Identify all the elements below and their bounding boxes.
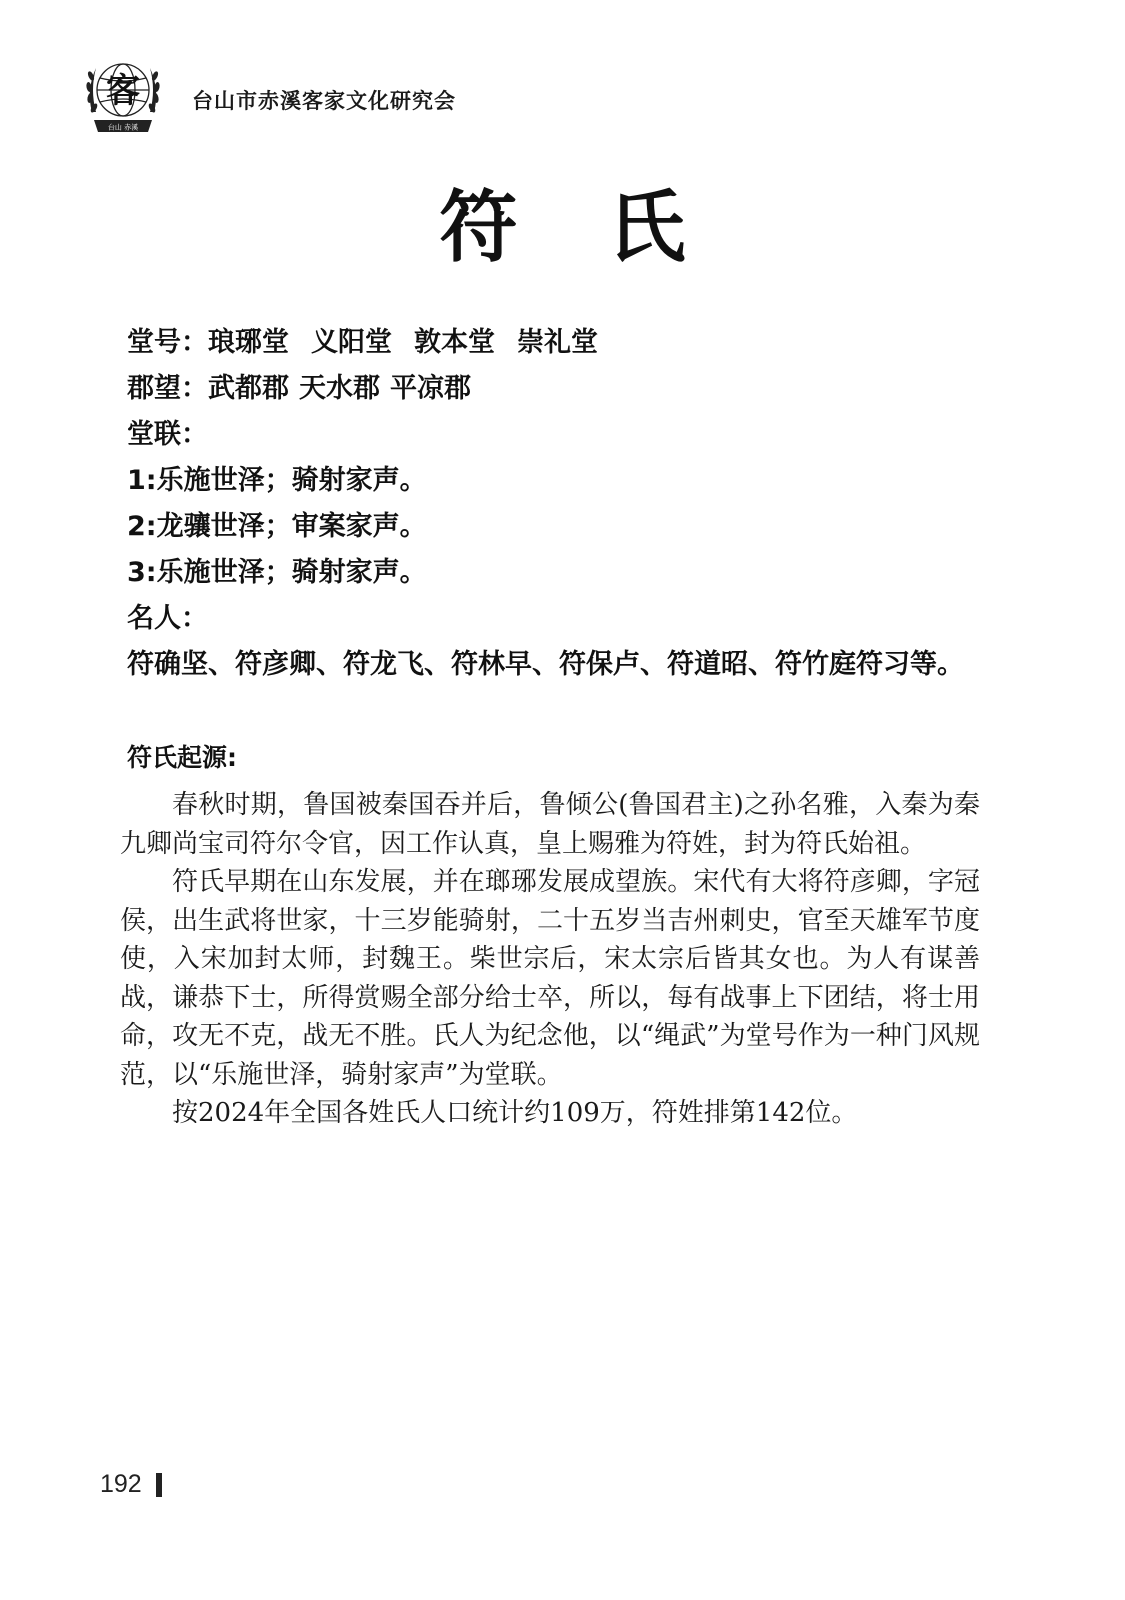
association-logo <box>84 54 162 136</box>
couplet-item: 2:龙骧世泽；审案家声。 <box>127 511 427 542</box>
logo-character: 客 <box>106 71 140 111</box>
couplet-item: 3:乐施世泽；骑射家声。 <box>127 557 427 588</box>
logo-ribbon-text: 台山 赤溪 <box>107 123 139 132</box>
surname-info <box>127 320 987 688</box>
page-header <box>84 52 456 138</box>
commandery-row <box>127 366 987 412</box>
organization-name: 台山市赤溪客家文化研究会 <box>192 88 456 113</box>
origin-paragraph: 符氏早期在山东发展，并在瑯琊发展成望族。宋代有大将符彦卿，字冠侯，出生武将世家，十三岁能骑射，二十五岁当吉州刺史，官至天雄军节度使，入宋加封太师，封魏王。柴世宗后，宋太宗后皆其女也。为人有谋善战，谦恭下士，所得赏赐全部分给士卒，所以，每有战事上下团结，将士用命，攻无不克，战无不胜。氏人为纪念他，以“绳武”为堂号作为一种门风规范，以“乐施世泽，骑射家声”为堂联。 <box>120 867 980 1090</box>
hall-name: 敦本堂 <box>414 327 495 358</box>
famous-people-list: 符确坚、符彦卿、符龙飞、符林早、符保卢、符道昭、符竹庭符习等。 <box>127 649 964 680</box>
origin-paragraph: 春秋时期，鲁国被秦国吞并后，鲁倾公(鲁国君主)之孙名雅，入秦为秦九卿尚宝司符尔令官，因工作认真，皇上赐雅为符姓，封为符氏始祖。 <box>120 790 980 859</box>
commandery-name: 平凉郡 <box>390 373 471 404</box>
hall-name: 义阳堂 <box>311 327 392 358</box>
commandery-label: 郡望： <box>127 373 208 404</box>
hall-name: 崇礼堂 <box>517 327 598 358</box>
origin-paragraph: 按2024年全国各姓氏人口统计约109万，符姓排第142位。 <box>172 1098 858 1128</box>
hall-name-label: 堂号： <box>127 327 208 358</box>
page-number: 192 <box>100 1470 142 1498</box>
couplet-item: 1:乐施世泽；骑射家声。 <box>127 465 427 496</box>
origin-heading: 符氏起源: <box>127 743 237 772</box>
page-number-bar <box>156 1473 162 1497</box>
hall-name: 琅琊堂 <box>208 327 289 358</box>
commandery-name: 武都郡 <box>208 373 289 404</box>
commandery-name: 天水郡 <box>299 373 380 404</box>
famous-people-label: 名人： <box>127 603 208 634</box>
page-title: 符氏 <box>439 182 776 273</box>
origin-text <box>120 786 980 1133</box>
couplet-label: 堂联： <box>127 419 208 450</box>
hall-name-row <box>127 320 987 366</box>
page-footer <box>100 1470 162 1499</box>
